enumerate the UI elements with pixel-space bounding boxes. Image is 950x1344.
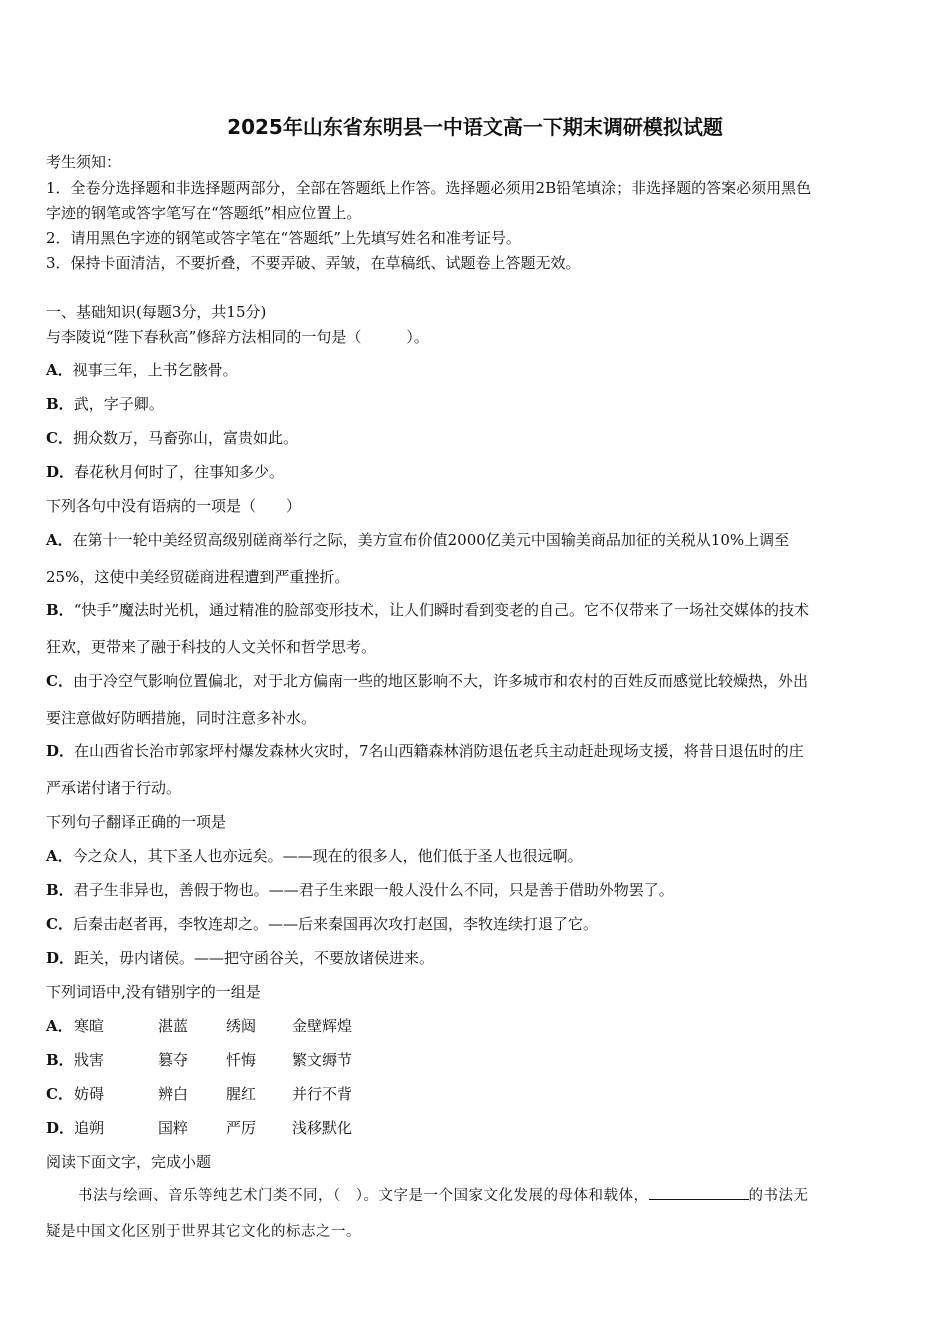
q2-option-b <box>46 600 809 620</box>
option-letter: D． <box>46 1119 75 1137</box>
option-letter: D． <box>46 463 75 481</box>
option-text: 在第十一轮中美经贸高级别磋商举行之际，美方宣布价值2000亿美元中国输美商品加征的关税从10%上调至 <box>72 531 790 549</box>
option-text: 视事三年，上书乞骸骨。 <box>72 361 238 379</box>
notice-item-1-cont: 字迹的钢笔或答字笔写在“答题纸”相应位置上。 <box>46 204 362 222</box>
notice-item-3: 3．保持卡面清洁，不要折叠，不要弄破、弄皱，在草稿纸、试题卷上答题无效。 <box>46 254 581 272</box>
option-text: 在山西省长治市郭家坪村爆发森林火灾时，7名山西籍森林消防退伍老兵主动赶赴现场支援，将昔日退伍时的庄 <box>74 742 804 760</box>
option-letter: A． <box>46 531 73 549</box>
option-text: 君子生非异也，善假于物也。——君子生来跟一般人没什么不同，只是善于借助外物罢了。 <box>73 881 674 899</box>
word-4: 繁文缛节 <box>292 1051 353 1069</box>
q1-stem: 与李陵说“陛下春秋高”修辞方法相同的一句是（ ）。 <box>46 328 429 346</box>
q2-option-d-cont: 严承诺付诸于行动。 <box>46 779 182 797</box>
notice-item-2: 2．请用黑色字迹的钢笔或答字笔在“答题纸”上先填写姓名和准考证号。 <box>46 229 521 247</box>
q4-option-b <box>46 1050 382 1070</box>
q1-option-a <box>46 360 238 380</box>
option-text: “快手”魔法时光机，通过精准的脸部变形技术，让人们瞬时看到变老的自己。它不仅带来了一场社交媒体的技术 <box>73 601 810 619</box>
q2-option-a <box>46 530 789 550</box>
option-letter: C． <box>46 1085 73 1103</box>
word-4: 金壁辉煌 <box>292 1017 353 1035</box>
word-2: 国粹 <box>158 1119 189 1137</box>
option-letter: B． <box>46 1051 74 1069</box>
option-text: 武，字子卿。 <box>73 395 164 413</box>
option-text: 距关，毋内诸侯。——把守函谷关，不要放诸侯进来。 <box>74 949 435 967</box>
page-title: 2025年山东省东明县一中语文高一下期末调研模拟试题 <box>227 115 723 139</box>
q3-option-d <box>46 948 434 968</box>
option-letter: C． <box>46 429 73 447</box>
option-letter: C． <box>46 672 73 690</box>
option-letter: A． <box>46 361 73 379</box>
q1-option-b <box>46 394 164 414</box>
option-text: 由于冷空气影响位置偏北，对于北方偏南一些的地区影响不大，许多城市和农村的百姓反而感觉比较燥热，外出 <box>72 672 808 690</box>
word-4: 并行不背 <box>292 1085 353 1103</box>
word-2: 篡夺 <box>158 1051 189 1069</box>
word-1: 戕害 <box>74 1051 105 1069</box>
option-text: 拥众数万，马畜弥山，富贵如此。 <box>72 429 298 447</box>
word-2: 湛蓝 <box>158 1017 189 1035</box>
q2-option-c <box>46 671 808 691</box>
option-letter: D． <box>46 949 75 967</box>
q4-stem: 下列词语中,没有错别字的一组是 <box>46 983 261 1001</box>
word-3: 绣闼 <box>226 1017 257 1035</box>
q3-option-b <box>46 880 674 900</box>
q2-option-c-cont: 要注意做好防晒措施，同时注意多补水。 <box>46 709 317 727</box>
option-letter: A． <box>46 847 73 865</box>
q4-option-a <box>46 1016 382 1036</box>
option-letter: B． <box>46 395 74 413</box>
notice-heading: 考生须知： <box>46 153 122 171</box>
word-3: 严厉 <box>226 1119 257 1137</box>
q2-option-d <box>46 741 804 761</box>
word-3: 忏悔 <box>226 1051 257 1069</box>
option-letter: B． <box>46 601 74 619</box>
q4-option-c <box>46 1084 382 1104</box>
q4-option-d <box>46 1118 382 1138</box>
word-1: 寒暄 <box>74 1017 105 1035</box>
q2-option-b-cont: 狂欢，更带来了融于科技的人文关怀和哲学思考。 <box>46 638 377 656</box>
option-letter: B． <box>46 881 74 899</box>
reading-heading: 阅读下面文字，完成小题 <box>46 1153 212 1171</box>
q3-stem: 下列句子翻译正确的一项是 <box>46 813 227 831</box>
q1-option-c <box>46 428 298 448</box>
option-text: 今之众人，其下圣人也亦远矣。——现在的很多人，他们低于圣人也很远啊。 <box>72 847 583 865</box>
word-1: 妨碍 <box>74 1085 105 1103</box>
q3-option-a <box>46 846 583 866</box>
q1-option-d <box>46 462 284 482</box>
notice-item-1: 1．全卷分选择题和非选择题两部分，全部在答题纸上作答。选择题必须用2B铅笔填涂；非选择题的答案必须用黑色 <box>46 179 812 197</box>
option-letter: C． <box>46 915 73 933</box>
passage-text: 的书法无 <box>748 1188 809 1204</box>
reading-passage <box>46 1185 906 1206</box>
q3-option-c <box>46 914 598 934</box>
q2-stem: 下列各句中没有语病的一项是（ ） <box>46 497 302 515</box>
fill-blank <box>649 1185 749 1200</box>
q2-option-a-cont: 25%，这使中美经贸磋商进程遭到严重挫折。 <box>46 568 350 586</box>
section-heading: 一、基础知识(每题3分，共15分) <box>46 303 267 321</box>
word-4: 浅移默化 <box>292 1119 353 1137</box>
word-2: 辨白 <box>158 1085 189 1103</box>
word-1: 追朔 <box>74 1119 105 1137</box>
word-3: 腥红 <box>226 1085 257 1103</box>
option-letter: D． <box>46 742 75 760</box>
reading-passage-line-2: 疑是中国文化区别于世界其它文化的标志之一。 <box>46 1224 361 1240</box>
option-letter: A． <box>46 1017 73 1035</box>
option-text: 春花秋月何时了，往事知多少。 <box>74 463 285 481</box>
passage-text: 书法与绘画、音乐等纯艺术门类不同，（ ）。文字是一个国家文化发展的母体和载体， <box>78 1188 649 1204</box>
option-text: 后秦击赵者再，李牧连却之。——后来秦国再次攻打赵国，李牧连续打退了它。 <box>72 915 598 933</box>
